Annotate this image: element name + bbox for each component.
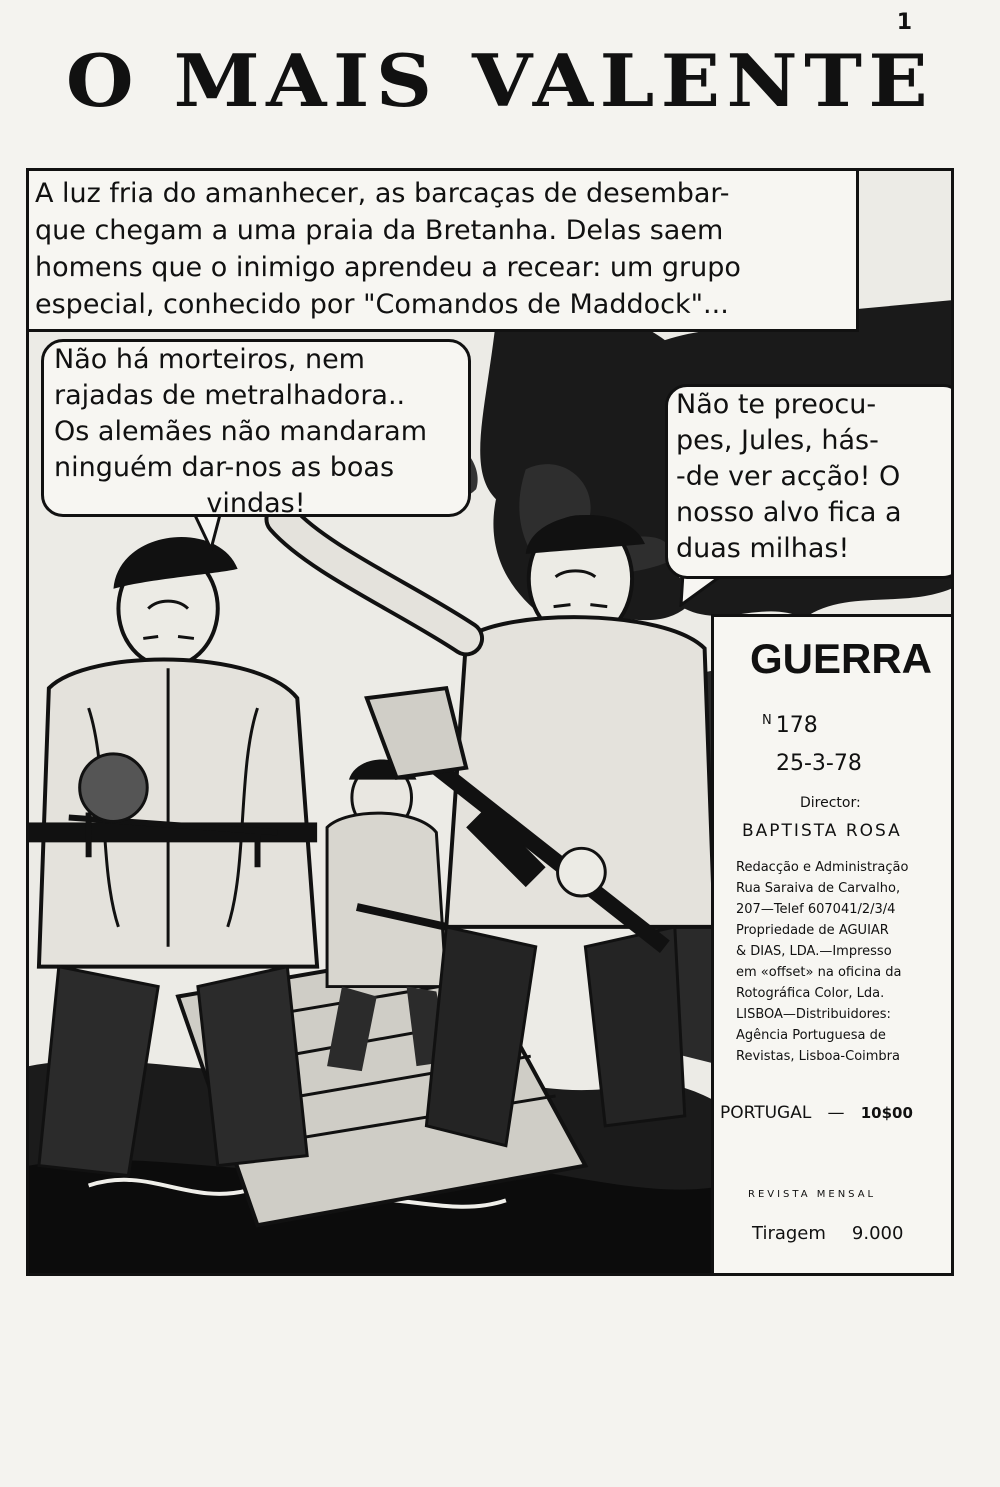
caption-line: A luz fria do amanhecer, as barcaças de desembar-: [35, 178, 730, 209]
balloon-line: -de ver acção! O: [676, 461, 901, 492]
imprint-line: Agência Portuguesa de: [736, 1028, 886, 1043]
imprint-line: & DIAS, LDA.—Impresso: [736, 944, 892, 959]
balloon-line: duas milhas!: [676, 533, 850, 564]
page-number: 1: [896, 10, 912, 35]
balloon-line: rajadas de metralhadora..: [54, 380, 406, 411]
issue-number-prefix: N: [762, 713, 772, 728]
director-label: Director:: [800, 795, 861, 811]
balloon-line: nosso alvo fica a: [676, 497, 902, 528]
issue-number-value: 178: [775, 713, 818, 738]
publication-frequency: REVISTA MENSAL: [748, 1189, 877, 1200]
caption-line: que chegam a uma praia da Bretanha. Delas saem: [35, 215, 724, 246]
imprint-line: LISBOA—Distribuidores:: [736, 1007, 891, 1022]
magazine-info-box: [711, 614, 954, 1276]
price-country: PORTUGAL: [720, 1103, 812, 1123]
imprint-line: Propriedade de AGUIAR: [736, 923, 889, 938]
caption-line: homens que o inimigo aprendeu a recear: um grupo: [35, 252, 741, 283]
imprint-line: em «offset» na oficina da: [736, 965, 902, 980]
imprint-line: 207—Telef 607041/2/3/4: [736, 902, 896, 917]
price-dash: —: [827, 1103, 845, 1123]
imprint-line: Rua Saraiva de Carvalho,: [736, 881, 901, 896]
print-run-label: Tiragem: [752, 1223, 826, 1244]
speech-balloon-maddock: [665, 384, 954, 579]
imprint-line: Revistas, Lisboa-Coimbra: [736, 1049, 900, 1064]
comic-panel: [26, 168, 954, 1276]
magazine-name: GUERRA: [750, 635, 933, 682]
balloon-line: pes, Jules, hás-: [676, 425, 879, 456]
comic-title: O MAIS VALENTE: [65, 38, 935, 123]
balloon-line: ninguém dar-nos as boas: [54, 452, 395, 483]
balloon-line: Não há morteiros, nem: [54, 344, 365, 375]
balloon-line: Os alemães não mandaram: [54, 416, 428, 447]
imprint-line: Rotográfica Color, Lda.: [736, 986, 885, 1001]
imprint-text: [736, 857, 941, 1067]
director-name: BAPTISTA ROSA: [742, 821, 902, 841]
issue-number: [762, 713, 818, 738]
imprint-line: Redacção e Administração: [736, 860, 909, 875]
print-run-value: 9.000: [851, 1223, 904, 1244]
caption-line: especial, conhecido por "Comandos de Maddock"...: [35, 289, 729, 320]
balloon-line: vindas!: [206, 488, 306, 519]
narration-caption: [29, 171, 859, 332]
issue-date: 25-3-78: [776, 751, 862, 776]
speech-balloon-jules: [41, 339, 471, 517]
price-value: 10$00: [860, 1104, 913, 1122]
balloon-line: Não te preocu-: [676, 389, 877, 420]
print-run: [752, 1223, 903, 1244]
price-line: [720, 1103, 913, 1123]
